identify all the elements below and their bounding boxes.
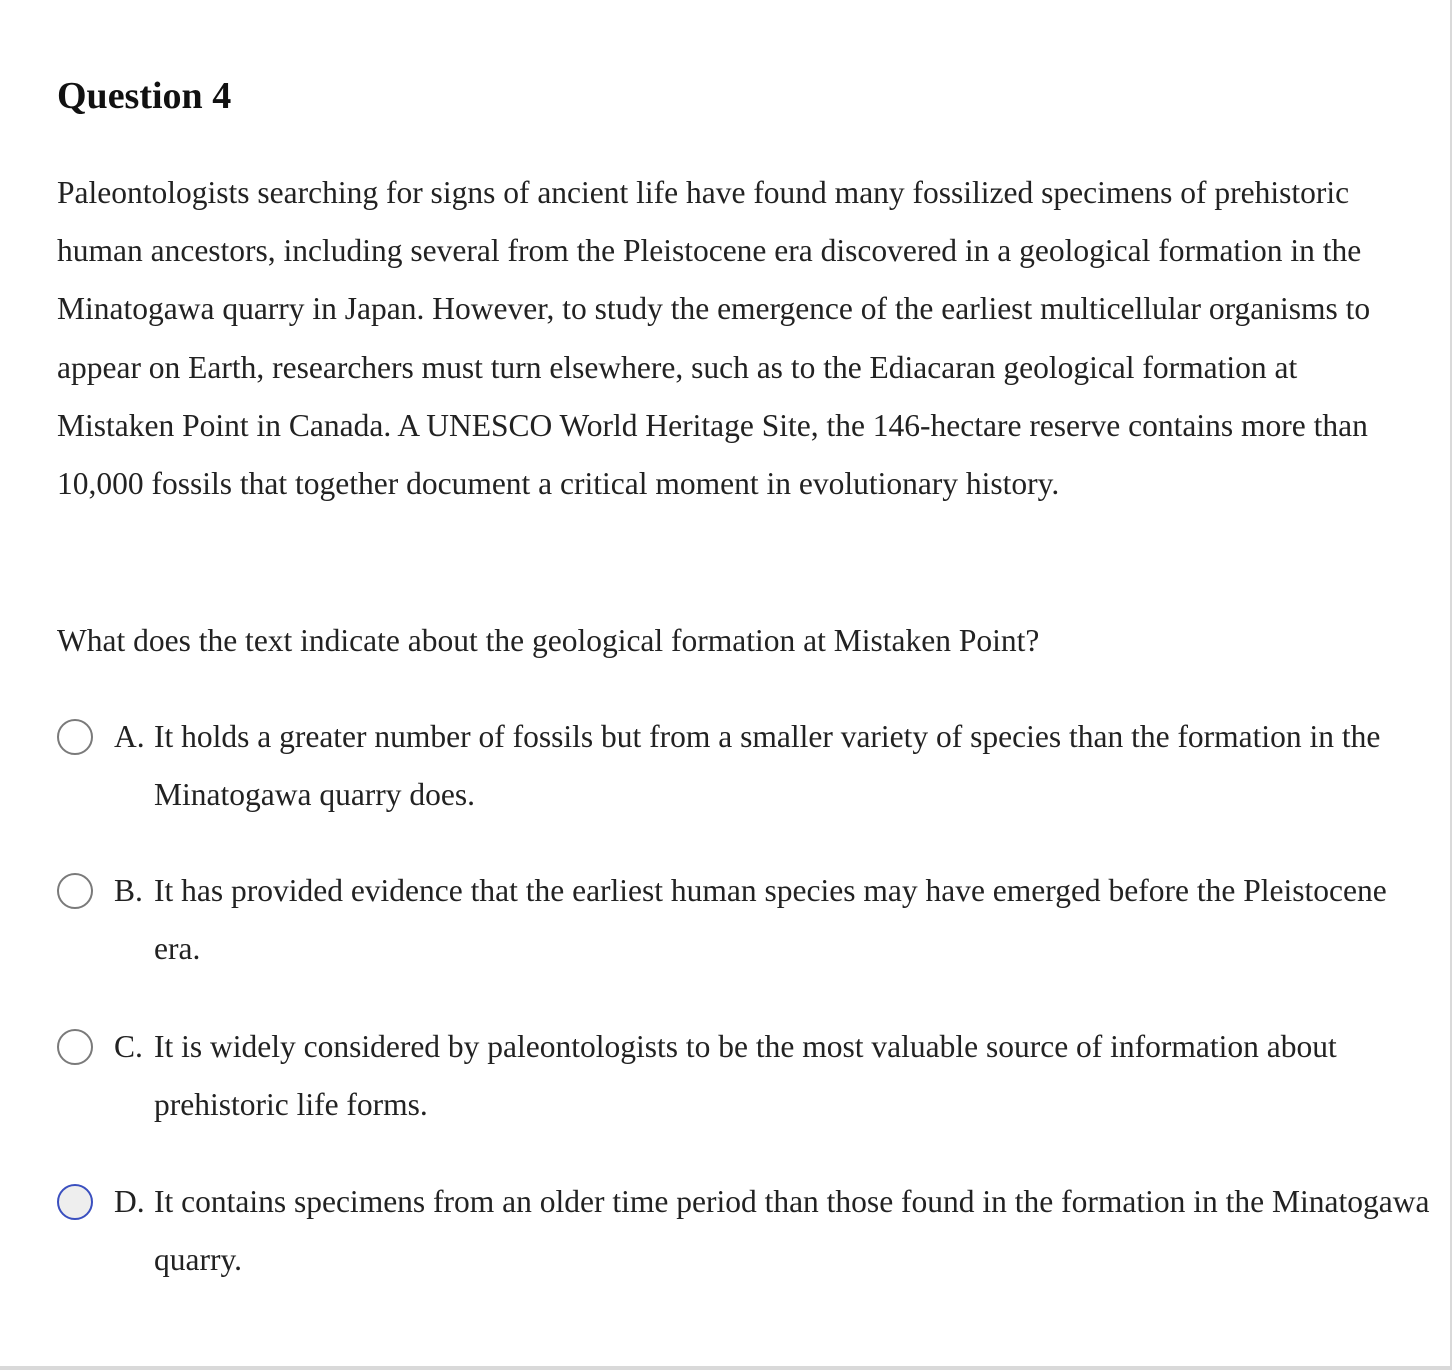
answer-option-d-text[interactable]: [114, 1173, 1434, 1289]
answer-option-c-letter: C.: [114, 1029, 143, 1064]
answer-option-c-text[interactable]: [114, 1018, 1434, 1134]
question-passage: Paleontologists searching for signs of ancient life have found many fossilized specimens of prehistoric human ancestors, including several from the Pleistocene era discovered in a geological formation in the Minatogawa quarry in Japan. However, to study the emergence of the earliest multicellular organisms to appear on Earth, researchers must turn elsewhere, such as to the Ediacaran geological formation at Mistaken Point in Canada. A UNESCO World Heritage Site, the 146-hectare reserve contains more than 10,000 fossils that together document a critical moment in evolutionary history.: [57, 175, 1371, 502]
answer-option-a-label: It holds a greater number of fossils but from a smaller variety of species than the formation in the Minatogawa quarry does.: [154, 719, 1381, 812]
answer-option-d-label: It contains specimens from an older time period than those found in the formation in the Minatogawa quarry.: [154, 1184, 1430, 1277]
answer-option-d-letter: D.: [114, 1184, 145, 1219]
answer-option-a-text[interactable]: [114, 708, 1434, 824]
answer-option-b-text[interactable]: [114, 862, 1434, 978]
radio-button-c[interactable]: [57, 1029, 93, 1065]
radio-button-d[interactable]: [57, 1184, 93, 1220]
answer-option-c-label: It is widely considered by paleontologists to be the most valuable source of information about prehistoric life forms.: [154, 1029, 1337, 1122]
answer-option-a-letter: A.: [114, 719, 145, 754]
answer-option-b-label: It has provided evidence that the earliest human species may have emerged before the Pleistocene era.: [154, 873, 1387, 966]
question-prompt: What does the text indicate about the geological formation at Mistaken Point?: [57, 623, 1040, 658]
answer-option-b-letter: B.: [114, 873, 143, 908]
question-title: Question 4: [57, 75, 232, 117]
radio-button-b[interactable]: [57, 873, 93, 909]
radio-button-a[interactable]: [57, 719, 93, 755]
